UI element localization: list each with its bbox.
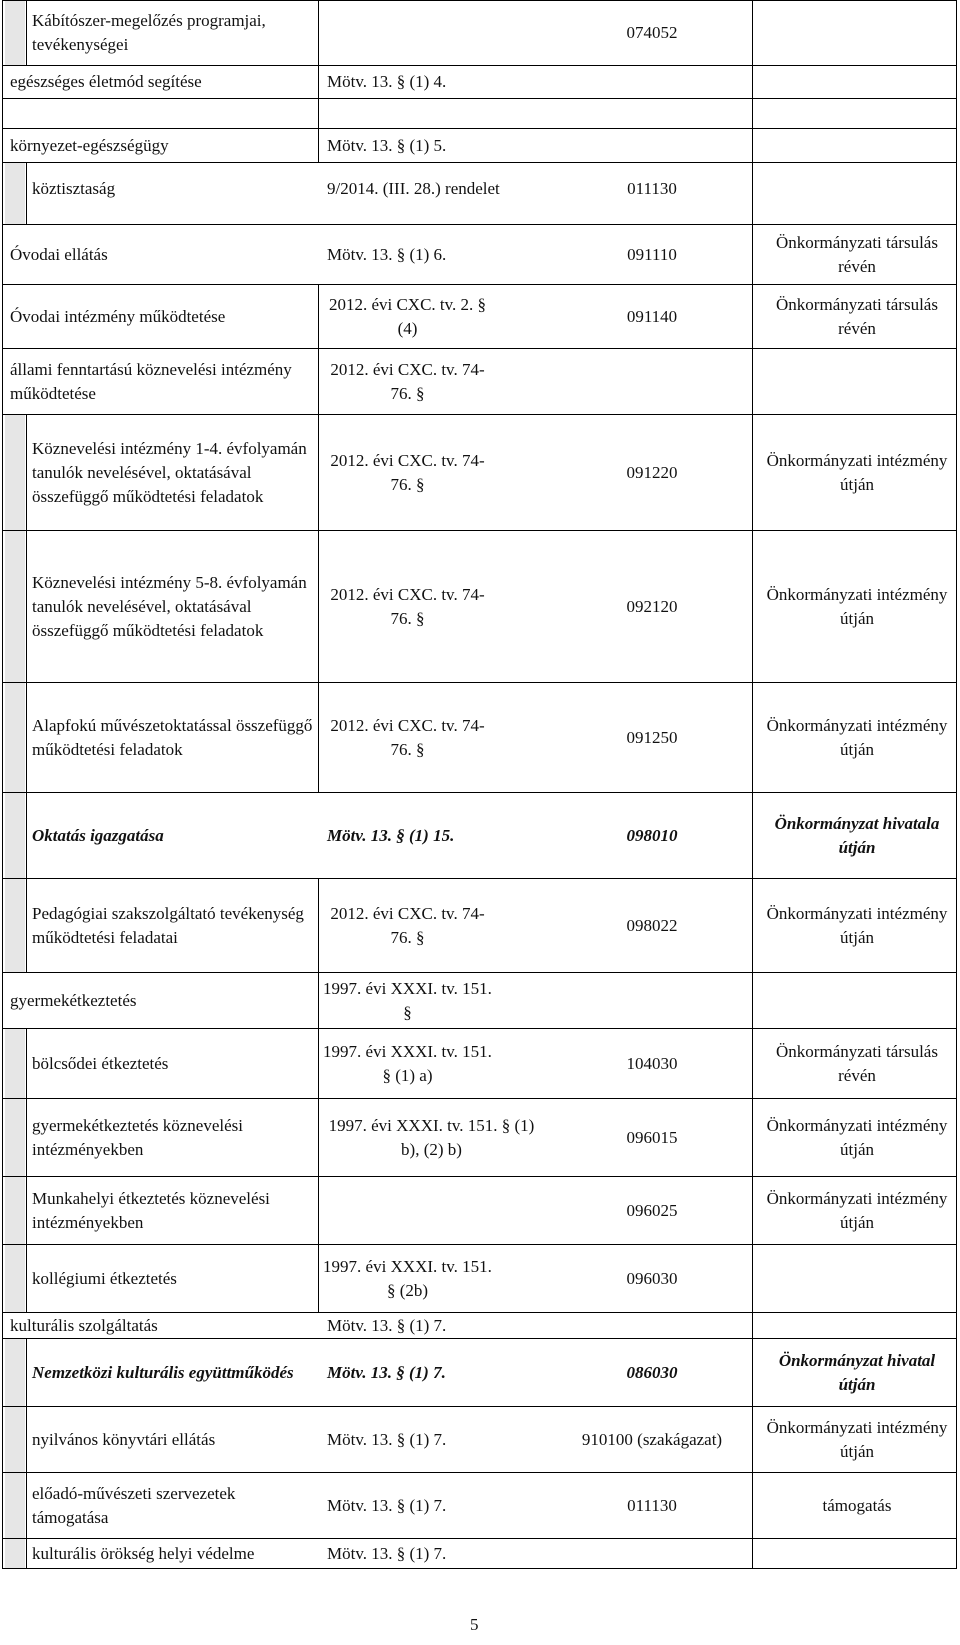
table-row	[2, 530, 957, 682]
law-cell: Mötv. 13. § (1) 6.	[327, 244, 447, 264]
table-row	[2, 414, 957, 530]
table-row	[2, 348, 957, 414]
code-cell: 096015	[626, 1127, 678, 1147]
table-row	[2, 128, 957, 162]
table-row	[2, 1028, 957, 1098]
table-row	[2, 1176, 957, 1244]
table-row-spacer	[2, 98, 957, 128]
activity-cell: Nemzetközi kulturális együttműködés	[32, 1362, 294, 1382]
mode-cell: Önkormányzati intézmény útján	[766, 584, 948, 628]
mode-cell: Önkormányzati intézmény útján	[766, 450, 948, 494]
activity-cell: állami fenntartású köznevelési intézmény működtetése	[10, 359, 292, 403]
code-cell: 086030	[626, 1362, 678, 1382]
table-row	[2, 65, 957, 98]
activity-cell: Oktatás igazgatása	[32, 825, 164, 845]
law-cell: 2012. évi CXC. tv. 2. § (4)	[328, 294, 487, 338]
code-cell: 091220	[626, 462, 678, 482]
mode-cell: Önkormányzati intézmény útján	[766, 903, 948, 947]
activity-cell: Alapfokú művészetoktatással összefüggő működtetési feladatok	[32, 715, 313, 759]
code-cell: 096030	[626, 1268, 678, 1288]
code-cell: 098022	[626, 915, 678, 935]
law-cell: 1997. évi XXXI. tv. 151. § (2b)	[323, 1256, 492, 1300]
activity-cell: Óvodai intézmény működtetése	[10, 306, 226, 326]
activity-cell: bölcsődei étkeztetés	[32, 1053, 169, 1073]
table-row	[2, 1338, 957, 1406]
table-row	[2, 1472, 957, 1538]
activity-cell: Pedagógiai szakszolgáltató tevékenység működtetési feladatai	[32, 903, 304, 947]
table-row	[2, 1312, 957, 1338]
code-cell: 091140	[626, 306, 678, 326]
code-cell: 104030	[626, 1053, 678, 1073]
mode-cell: Önkormányzat hivatala útján	[774, 813, 940, 857]
code-cell: 011130	[627, 1495, 677, 1515]
law-cell: 1997. évi XXXI. tv. 151. §	[323, 978, 492, 1022]
law-cell: Mötv. 13. § (1) 7.	[327, 1543, 447, 1563]
activity-cell: nyilvános könyvtári ellátás	[32, 1429, 216, 1449]
law-cell: 2012. évi CXC. tv. 74-76. §	[330, 584, 485, 628]
mode-cell: Önkormányzati társulás révén	[776, 294, 938, 338]
activity-cell: köztisztaság	[32, 179, 116, 198]
law-cell: 2012. évi CXC. tv. 74-76. §	[330, 715, 485, 759]
activity-cell: egészséges életmód segítése	[10, 72, 202, 91]
law-cell: Mötv. 13. § (1) 15.	[327, 825, 455, 845]
law-cell: 9/2014. (III. 28.) rendelet	[327, 179, 500, 198]
activity-cell: kollégiumi étkeztetés	[32, 1268, 177, 1288]
mode-cell: támogatás	[822, 1495, 892, 1515]
table-row	[2, 0, 957, 65]
activity-cell: környezet-egészségügy	[10, 135, 169, 155]
law-cell: Mötv. 13. § (1) 7.	[327, 1362, 446, 1382]
law-cell: 2012. évi CXC. tv. 74-76. §	[330, 450, 485, 494]
table-row	[2, 1538, 957, 1569]
mode-cell: Önkormányzati intézmény útján	[766, 1188, 948, 1232]
mode-cell: Önkormányzati társulás révén	[776, 1041, 938, 1085]
code-cell: 091110	[627, 244, 677, 264]
activity-cell: gyermekétkeztetés köznevelési intézményekben	[32, 1115, 243, 1159]
law-cell: Mötv. 13. § (1) 7.	[327, 1429, 447, 1449]
activity-cell: Óvodai ellátás	[10, 244, 108, 264]
law-cell: Mötv. 13. § (1) 5.	[327, 135, 447, 155]
table-row	[2, 224, 957, 284]
code-cell: 910100 (szakágazat)	[581, 1429, 723, 1449]
code-cell: 096025	[626, 1200, 678, 1220]
law-cell: 2012. évi CXC. tv. 74-76. §	[330, 359, 485, 403]
code-cell: 074052	[626, 23, 678, 42]
activity-cell: Köznevelési intézmény 5-8. évfolyamán tanulók nevelésével, oktatásával összefüggő működtetési feladatok	[32, 572, 307, 640]
code-cell: 098010	[626, 825, 678, 845]
law-cell: Mötv. 13. § (1) 4.	[327, 72, 447, 91]
activity-cell: Kábítószer-megelőzés programjai, tevékenységei	[32, 11, 266, 54]
table-row	[2, 1406, 957, 1472]
activity-cell: előadó-művészeti szervezetek támogatása	[32, 1483, 236, 1527]
code-cell: 092120	[626, 596, 678, 616]
code-cell: 091250	[626, 727, 678, 747]
activity-cell: kulturális szolgáltatás	[10, 1315, 158, 1335]
table-row	[2, 1098, 957, 1176]
activity-cell: Köznevelési intézmény 1-4. évfolyamán tanulók nevelésével, oktatásával összefüggő működtetési feladatok	[32, 438, 307, 506]
law-cell: 1997. évi XXXI. tv. 151. § (1) b), (2) b)	[328, 1115, 535, 1159]
mode-cell: Önkormányzati intézmény útján	[766, 1417, 948, 1461]
law-cell: 1997. évi XXXI. tv. 151. § (1) a)	[323, 1041, 492, 1085]
mode-cell: Önkormányzati társulás révén	[776, 232, 938, 276]
mode-cell: Önkormányzati intézmény útján	[766, 1115, 948, 1159]
law-cell: Mötv. 13. § (1) 7.	[327, 1495, 447, 1515]
table-row	[2, 1244, 957, 1312]
table-row	[2, 284, 957, 348]
mode-cell: Önkormányzati intézmény útján	[766, 715, 948, 759]
activity-cell: gyermekétkeztetés	[10, 990, 137, 1010]
page-number: 5	[470, 1615, 479, 1634]
table-row	[2, 682, 957, 792]
law-cell: 2012. évi CXC. tv. 74-76. §	[330, 903, 485, 947]
table-row	[2, 972, 957, 1028]
activity-cell: Munkahelyi étkeztetés köznevelési intézményekben	[32, 1188, 270, 1232]
activity-cell: kulturális örökség helyi védelme	[32, 1543, 255, 1563]
table-row	[2, 162, 957, 224]
table-row	[2, 878, 957, 972]
mode-cell: Önkormányzat hivatal útján	[778, 1350, 936, 1394]
law-cell: Mötv. 13. § (1) 7.	[327, 1315, 447, 1335]
table-row	[2, 792, 957, 878]
code-cell: 011130	[627, 179, 677, 198]
